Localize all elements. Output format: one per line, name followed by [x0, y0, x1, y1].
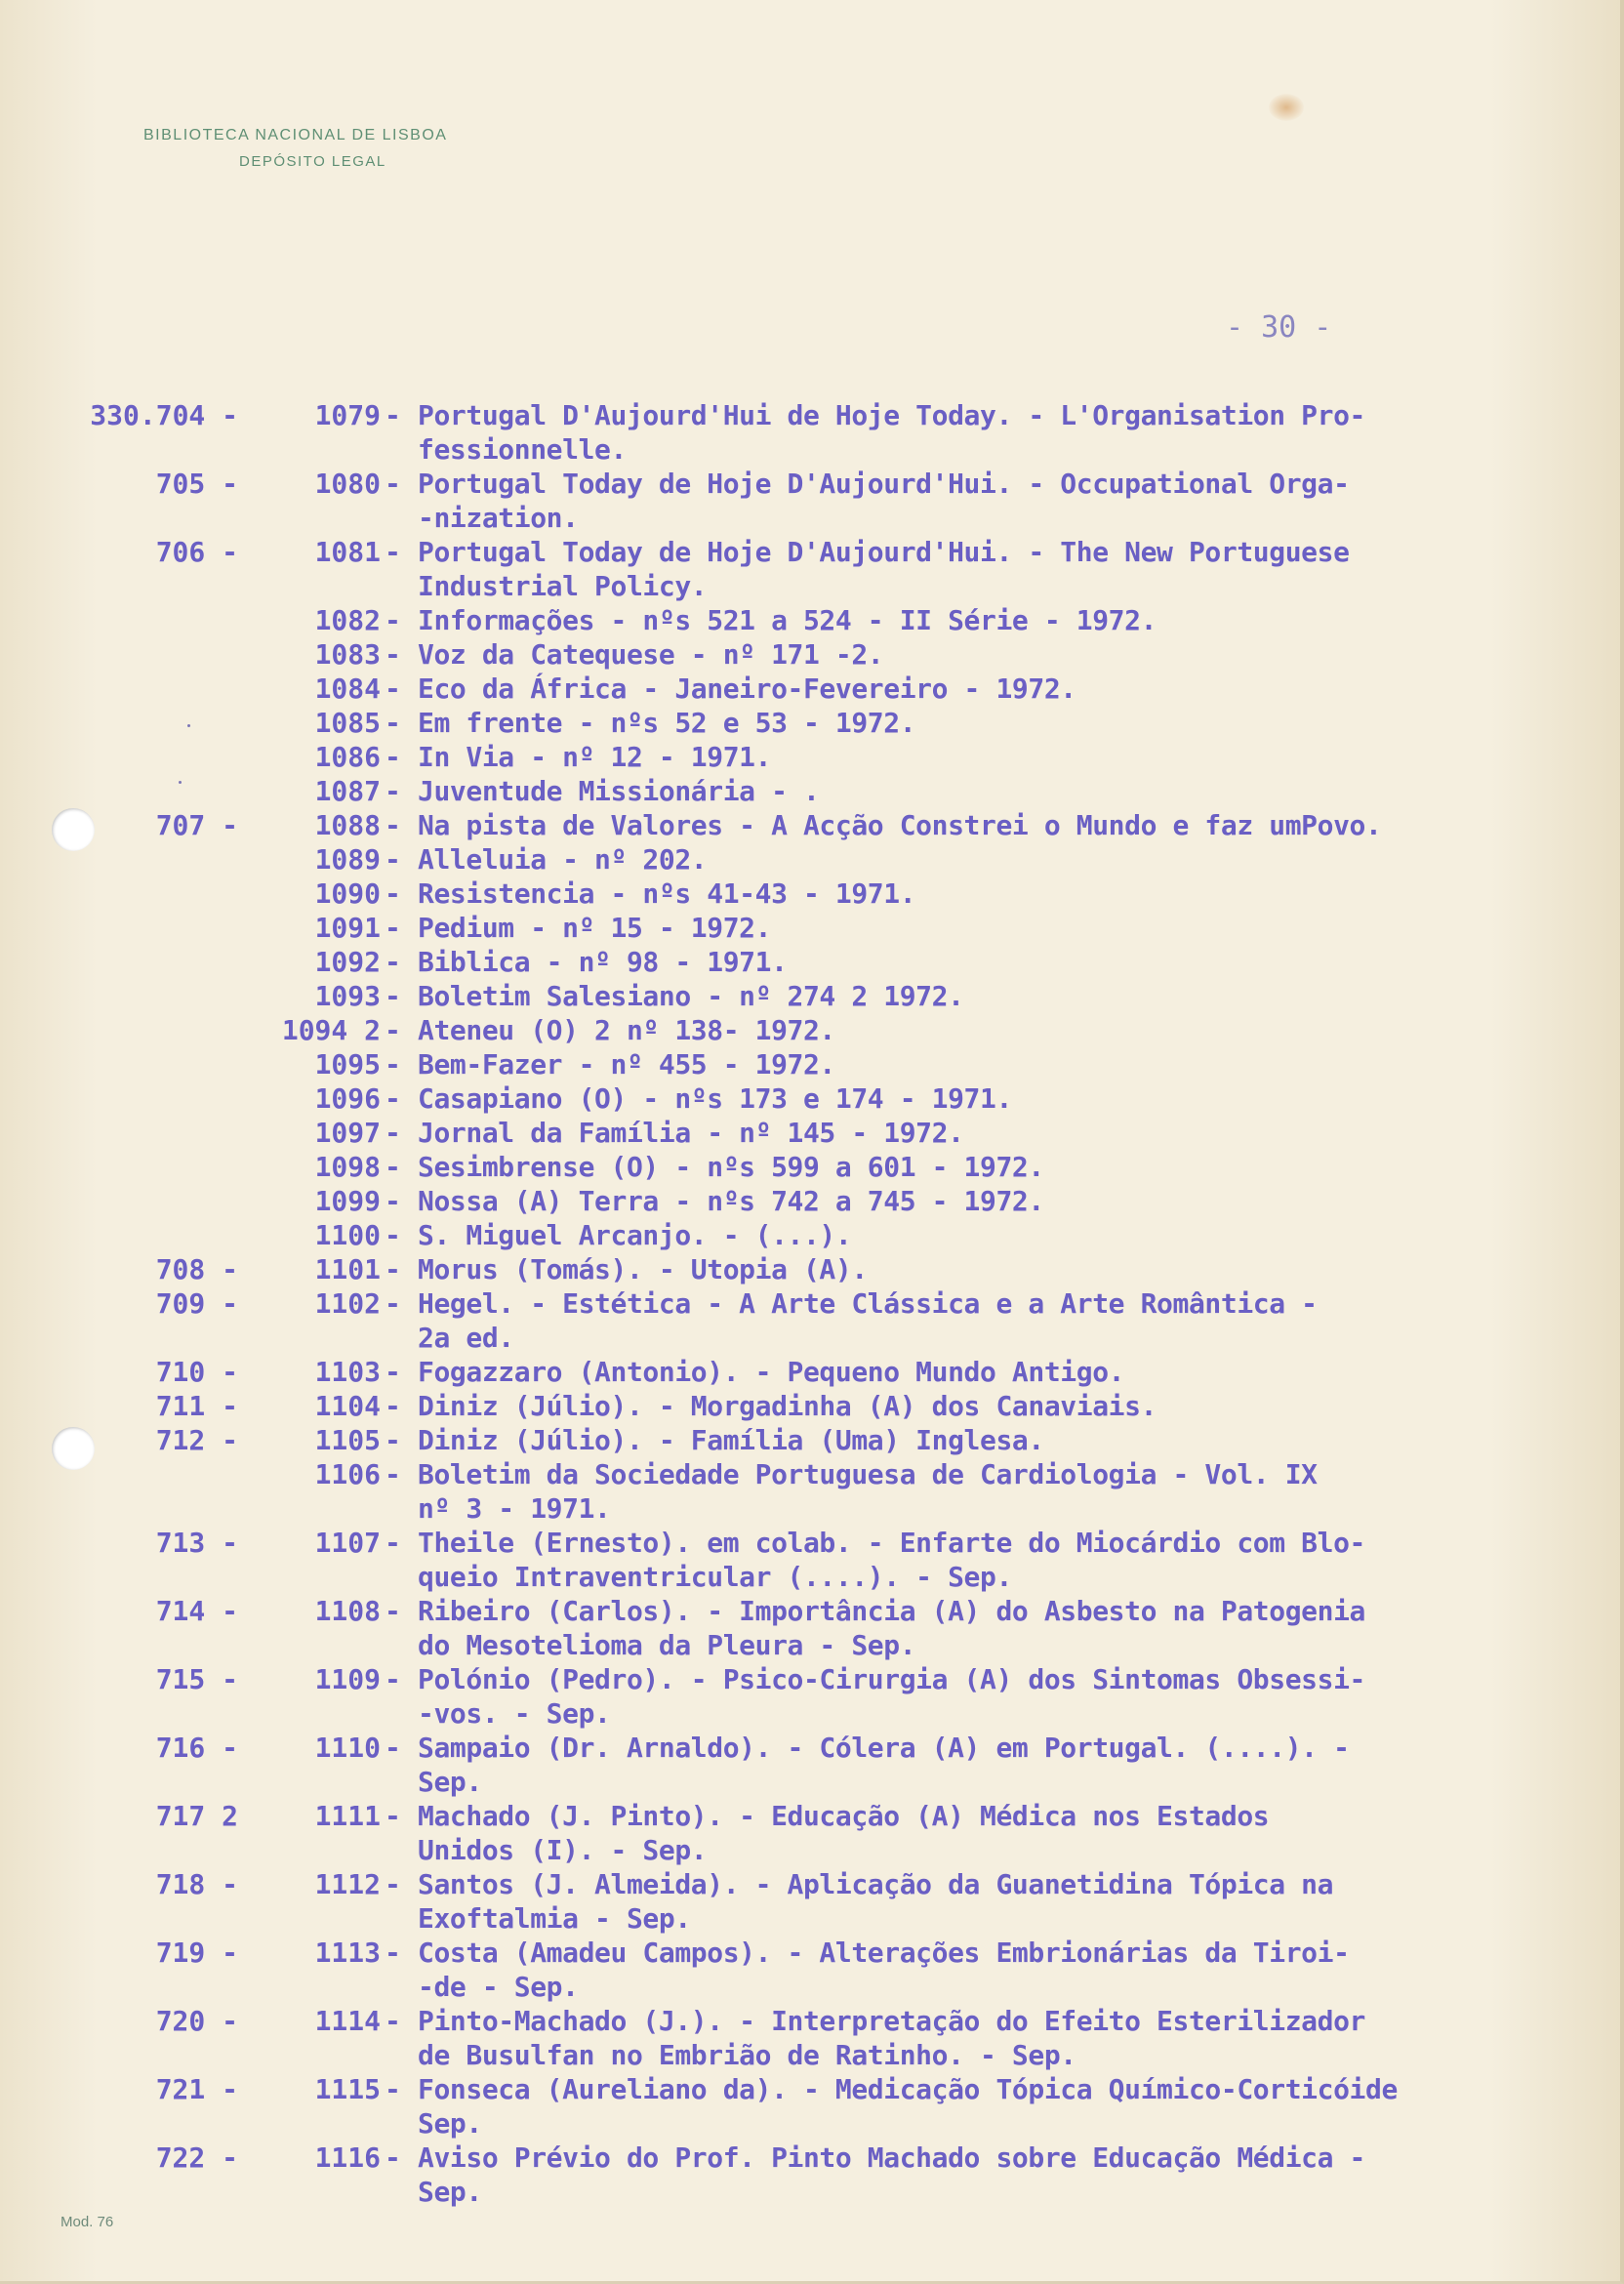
- catalog-entry-line: [0, 706, 1624, 740]
- entry-text: Sep.: [418, 2176, 482, 2208]
- entry-separator: -: [385, 1014, 401, 1046]
- catalog-entry-line: [0, 2038, 1624, 2072]
- catalog-entry-line: [0, 1286, 1624, 1321]
- entry-text: fessionnelle.: [418, 433, 627, 466]
- entry-text: Unidos (I). - Sep.: [418, 1834, 708, 1866]
- entry-text: Portugal Today de Hoje D'Aujourd'Hui. - The New Portuguese: [418, 536, 1350, 568]
- catalog-entry-line: [0, 1833, 1624, 1867]
- entry-classification: 717 2: [155, 1800, 238, 1832]
- entry-separator: -: [385, 1219, 401, 1251]
- entry-text: Casapiano (O) - nºs 173 e 174 - 1971.: [418, 1082, 1012, 1115]
- catalog-entry-line: [0, 569, 1624, 603]
- form-model-label: Mod. 76: [61, 2214, 114, 2230]
- entry-separator: -: [385, 1356, 401, 1388]
- catalog-entry-line: [0, 1252, 1624, 1286]
- entry-number: 1102: [314, 1287, 381, 1320]
- entry-text: Portugal D'Aujourd'Hui de Hoje Today. - L'Organisation Pro-: [418, 399, 1365, 431]
- catalog-entry-line: [0, 808, 1624, 842]
- entry-text: Boletim Salesiano - nº 274 2 1972.: [418, 980, 964, 1012]
- entry-text: Bem-Fazer - nº 455 - 1972.: [418, 1048, 835, 1081]
- catalog-entry-line: [0, 911, 1624, 945]
- catalog-entry-line: [0, 1184, 1624, 1218]
- catalog-entry-line: [0, 1970, 1624, 2004]
- entry-classification: 721 -: [155, 2073, 238, 2105]
- entry-separator: -: [385, 1458, 401, 1490]
- entry-separator: -: [385, 604, 401, 636]
- entry-separator: -: [385, 2141, 401, 2174]
- stamp-legal-deposit: DEPÓSITO LEGAL: [239, 153, 386, 170]
- catalog-entries-list: [0, 398, 1624, 2209]
- catalog-entry-line: [0, 945, 1624, 979]
- entry-text: Pinto-Machado (J.). - Interpretação do Efeito Esterilizador: [418, 2005, 1365, 2037]
- entry-separator: -: [385, 1937, 401, 1969]
- entry-separator: -: [385, 1663, 401, 1695]
- catalog-entry-line: [0, 877, 1624, 911]
- catalog-entry-line: [0, 2175, 1624, 2209]
- entry-number: 1094 2: [281, 1014, 381, 1046]
- entry-number: 1111: [314, 1800, 381, 1832]
- entry-text: Jornal da Família - nº 145 - 1972.: [418, 1117, 964, 1149]
- entry-separator: -: [385, 980, 401, 1012]
- catalog-entry-line: [0, 979, 1624, 1013]
- entry-text: Sep.: [418, 1766, 482, 1798]
- entry-separator: -: [385, 673, 401, 705]
- entry-number: 1093: [314, 980, 381, 1012]
- catalog-entry-line: [0, 672, 1624, 706]
- entry-text: Boletim da Sociedade Portuguesa de Cardiologia - Vol. IX: [418, 1458, 1318, 1490]
- catalog-entry-line: [0, 1594, 1624, 1628]
- entry-number: 1084: [314, 673, 381, 705]
- entry-number: 1105: [314, 1424, 381, 1456]
- entry-classification: 705 -: [155, 468, 238, 500]
- entry-classification: 330.704 -: [90, 399, 238, 431]
- entry-separator: -: [385, 1048, 401, 1081]
- entry-separator: -: [385, 1527, 401, 1559]
- entry-text: Voz da Catequese - nº 171 -2.: [418, 638, 884, 671]
- entry-number: 1083: [314, 638, 381, 671]
- entry-separator: -: [385, 843, 401, 876]
- entry-text: -vos. - Sep.: [418, 1697, 611, 1730]
- entry-number: 1091: [314, 912, 381, 944]
- catalog-entry-line: [0, 774, 1624, 808]
- entry-classification: 709 -: [155, 1287, 238, 1320]
- punch-hole-upper: [52, 808, 95, 851]
- catalog-entry-line: [0, 1526, 1624, 1560]
- catalog-entry-line: [0, 1560, 1624, 1594]
- entry-number: 1079: [314, 399, 381, 431]
- entry-text: Em frente - nºs 52 e 53 - 1972.: [418, 707, 916, 739]
- entry-text: Aviso Prévio do Prof. Pinto Machado sobre Educação Médica -: [418, 2141, 1365, 2174]
- entry-text: Ateneu (O) 2 nº 138- 1972.: [418, 1014, 835, 1046]
- entry-text: Exoftalmia - Sep.: [418, 1902, 691, 1935]
- entry-number: 1101: [314, 1253, 381, 1285]
- entry-separator: -: [385, 536, 401, 568]
- entry-separator: -: [385, 707, 401, 739]
- entry-classification: 720 -: [155, 2005, 238, 2037]
- catalog-entry-line: [0, 1389, 1624, 1423]
- library-stamp: [143, 127, 447, 170]
- entry-text: de Busulfan no Embrião de Ratinho. - Sep.: [418, 2039, 1076, 2071]
- catalog-entry-line: [0, 637, 1624, 672]
- entry-text: Diniz (Júlio). - Família (Uma) Inglesa.: [418, 1424, 1044, 1456]
- catalog-entry-line: [0, 467, 1624, 501]
- entry-number: 1108: [314, 1595, 381, 1627]
- entry-text: Sampaio (Dr. Arnaldo). - Cólera (A) em Portugal. (....). -: [418, 1732, 1350, 1764]
- entry-number: 1087: [314, 775, 381, 807]
- entry-text: Hegel. - Estética - A Arte Clássica e a Arte Romântica -: [418, 1287, 1318, 1320]
- entry-separator: -: [385, 1868, 401, 1900]
- entry-separator: -: [385, 1082, 401, 1115]
- entry-classification: 706 -: [155, 536, 238, 568]
- page-number: - 30 -: [1226, 310, 1332, 345]
- entry-text: Morus (Tomás). - Utopia (A).: [418, 1253, 868, 1285]
- entry-separator: -: [385, 399, 401, 431]
- catalog-entry-line: [0, 740, 1624, 774]
- stray-mark: [187, 724, 190, 727]
- entry-number: 1114: [314, 2005, 381, 2037]
- entry-text: -de - Sep.: [418, 1971, 579, 2003]
- catalog-entry-line: [0, 2106, 1624, 2141]
- entry-classification: 710 -: [155, 1356, 238, 1388]
- entry-number: 1106: [314, 1458, 381, 1490]
- entry-text: -nization.: [418, 502, 579, 534]
- entry-number: 1089: [314, 843, 381, 876]
- entry-classification: 711 -: [155, 1390, 238, 1422]
- entry-separator: -: [385, 912, 401, 944]
- catalog-entry-line: [0, 1321, 1624, 1355]
- entry-separator: -: [385, 468, 401, 500]
- catalog-entry-line: [0, 1457, 1624, 1491]
- entry-number: 1096: [314, 1082, 381, 1115]
- entry-classification: 715 -: [155, 1663, 238, 1695]
- entry-separator: -: [385, 1732, 401, 1764]
- entry-separator: -: [385, 775, 401, 807]
- stamp-library-name: BIBLIOTECA NACIONAL DE LISBOA: [143, 127, 448, 143]
- entry-text: Machado (J. Pinto). - Educação (A) Médica nos Estados: [418, 1800, 1270, 1832]
- entry-text: Polónio (Pedro). - Psico-Cirurgia (A) dos Sintomas Obsessi-: [418, 1663, 1365, 1695]
- entry-number: 1113: [314, 1937, 381, 1969]
- entry-number: 1082: [314, 604, 381, 636]
- catalog-entry-line: [0, 2072, 1624, 2106]
- entry-separator: -: [385, 741, 401, 773]
- catalog-entry-line: [0, 535, 1624, 569]
- catalog-entry-line: [0, 842, 1624, 877]
- entry-text: S. Miguel Arcanjo. - (...).: [418, 1219, 852, 1251]
- entry-separator: -: [385, 2073, 401, 2105]
- entry-separator: -: [385, 1390, 401, 1422]
- entry-number: 1095: [314, 1048, 381, 1081]
- entry-number: 1090: [314, 877, 381, 910]
- catalog-entry-line: [0, 1867, 1624, 1901]
- entry-separator: -: [385, 1253, 401, 1285]
- entry-classification: 719 -: [155, 1937, 238, 1969]
- entry-text: Sesimbrense (O) - nºs 599 a 601 - 1972.: [418, 1151, 1044, 1183]
- entry-number: 1081: [314, 536, 381, 568]
- entry-separator: -: [385, 1185, 401, 1217]
- catalog-entry-line: [0, 1628, 1624, 1662]
- catalog-entry-line: [0, 432, 1624, 467]
- entry-text: nº 3 - 1971.: [418, 1492, 611, 1525]
- entry-number: 1099: [314, 1185, 381, 1217]
- catalog-entry-line: [0, 501, 1624, 535]
- entry-number: 1107: [314, 1527, 381, 1559]
- entry-separator: -: [385, 638, 401, 671]
- entry-classification: 708 -: [155, 1253, 238, 1285]
- entry-text: Fogazzaro (Antonio). - Pequeno Mundo Antigo.: [418, 1356, 1125, 1388]
- entry-text: queio Intraventricular (....). - Sep.: [418, 1561, 1012, 1593]
- catalog-entry-line: [0, 1901, 1624, 1936]
- entry-number: 1098: [314, 1151, 381, 1183]
- entry-number: 1092: [314, 946, 381, 978]
- entry-text: Fonseca (Aureliano da). - Medicação Tópica Químico-Corticóide: [418, 2073, 1398, 2105]
- entry-text: Juventude Missionária - .: [418, 775, 820, 807]
- entry-separator: -: [385, 946, 401, 978]
- catalog-entry-line: [0, 1218, 1624, 1252]
- entry-text: Pedium - nº 15 - 1972.: [418, 912, 772, 944]
- entry-separator: -: [385, 877, 401, 910]
- catalog-entry-line: [0, 1081, 1624, 1116]
- entry-separator: -: [385, 2005, 401, 2037]
- entry-classification: 707 -: [155, 809, 238, 841]
- entry-number: 1088: [314, 809, 381, 841]
- entry-number: 1115: [314, 2073, 381, 2105]
- entry-separator: -: [385, 1800, 401, 1832]
- entry-classification: 718 -: [155, 1868, 238, 1900]
- entry-text: Informações - nºs 521 a 524 - II Série - 1972.: [418, 604, 1157, 636]
- entry-number: 1104: [314, 1390, 381, 1422]
- entry-classification: 716 -: [155, 1732, 238, 1764]
- entry-text: Na pista de Valores - A Acção Constrei o Mundo e faz umPovo.: [418, 809, 1382, 841]
- entry-separator: -: [385, 1151, 401, 1183]
- entry-number: 1110: [314, 1732, 381, 1764]
- catalog-entry-line: [0, 1696, 1624, 1731]
- catalog-entry-line: [0, 1047, 1624, 1081]
- entry-text: Alleluia - nº 202.: [418, 843, 708, 876]
- catalog-entry-line: [0, 2004, 1624, 2038]
- entry-text: Industrial Policy.: [418, 570, 708, 602]
- entry-number: 1103: [314, 1356, 381, 1388]
- entry-number: 1109: [314, 1663, 381, 1695]
- entry-text: Diniz (Júlio). - Morgadinha (A) dos Canaviais.: [418, 1390, 1157, 1422]
- entry-text: 2a ed.: [418, 1322, 514, 1354]
- catalog-entry-line: [0, 1799, 1624, 1833]
- entry-number: 1100: [314, 1219, 381, 1251]
- catalog-entry-line: [0, 1013, 1624, 1047]
- catalog-entry-line: [0, 1423, 1624, 1457]
- catalog-entry-line: [0, 1731, 1624, 1765]
- catalog-entry-line: [0, 603, 1624, 637]
- entry-separator: -: [385, 1117, 401, 1149]
- entry-text: Sep.: [418, 2107, 482, 2140]
- entry-text: Portugal Today de Hoje D'Aujourd'Hui. - Occupational Orga-: [418, 468, 1350, 500]
- stray-mark: [179, 781, 182, 784]
- catalog-entry-line: [0, 1936, 1624, 1970]
- entry-classification: 712 -: [155, 1424, 238, 1456]
- catalog-entry-line: [0, 398, 1624, 432]
- entry-number: 1097: [314, 1117, 381, 1149]
- entry-text: Nossa (A) Terra - nºs 742 a 745 - 1972.: [418, 1185, 1044, 1217]
- entry-separator: -: [385, 1287, 401, 1320]
- entry-separator: -: [385, 1595, 401, 1627]
- entry-number: 1112: [314, 1868, 381, 1900]
- entry-classification: 722 -: [155, 2141, 238, 2174]
- entry-text: Theile (Ernesto). em colab. - Enfarte do Miocárdio com Blo-: [418, 1527, 1365, 1559]
- catalog-entry-line: [0, 1116, 1624, 1150]
- entry-number: 1116: [314, 2141, 381, 2174]
- entry-number: 1085: [314, 707, 381, 739]
- entry-text: Biblica - nº 98 - 1971.: [418, 946, 788, 978]
- catalog-entry-line: [0, 1765, 1624, 1799]
- catalog-entry-line: [0, 1150, 1624, 1184]
- catalog-entry-line: [0, 1491, 1624, 1526]
- entry-text: Costa (Amadeu Campos). - Alterações Embrionárias da Tiroi-: [418, 1937, 1350, 1969]
- entry-separator: -: [385, 1424, 401, 1456]
- catalog-entry-line: [0, 1355, 1624, 1389]
- entry-number: 1080: [314, 468, 381, 500]
- entry-text: Eco da África - Janeiro-Fevereiro - 1972.: [418, 673, 1076, 705]
- entry-text: In Via - nº 12 - 1971.: [418, 741, 772, 773]
- punch-hole-lower: [52, 1427, 95, 1470]
- entry-text: Ribeiro (Carlos). - Importância (A) do Asbesto na Patogenia: [418, 1595, 1365, 1627]
- entry-classification: 713 -: [155, 1527, 238, 1559]
- entry-separator: -: [385, 809, 401, 841]
- ink-smudge: [1269, 94, 1304, 121]
- entry-classification: 714 -: [155, 1595, 238, 1627]
- catalog-entry-line: [0, 1662, 1624, 1696]
- entry-number: 1086: [314, 741, 381, 773]
- catalog-entry-line: [0, 2141, 1624, 2175]
- entry-text: Santos (J. Almeida). - Aplicação da Guanetidina Tópica na: [418, 1868, 1334, 1900]
- entry-text: Resistencia - nºs 41-43 - 1971.: [418, 877, 916, 910]
- entry-text: do Mesotelioma da Pleura - Sep.: [418, 1629, 916, 1661]
